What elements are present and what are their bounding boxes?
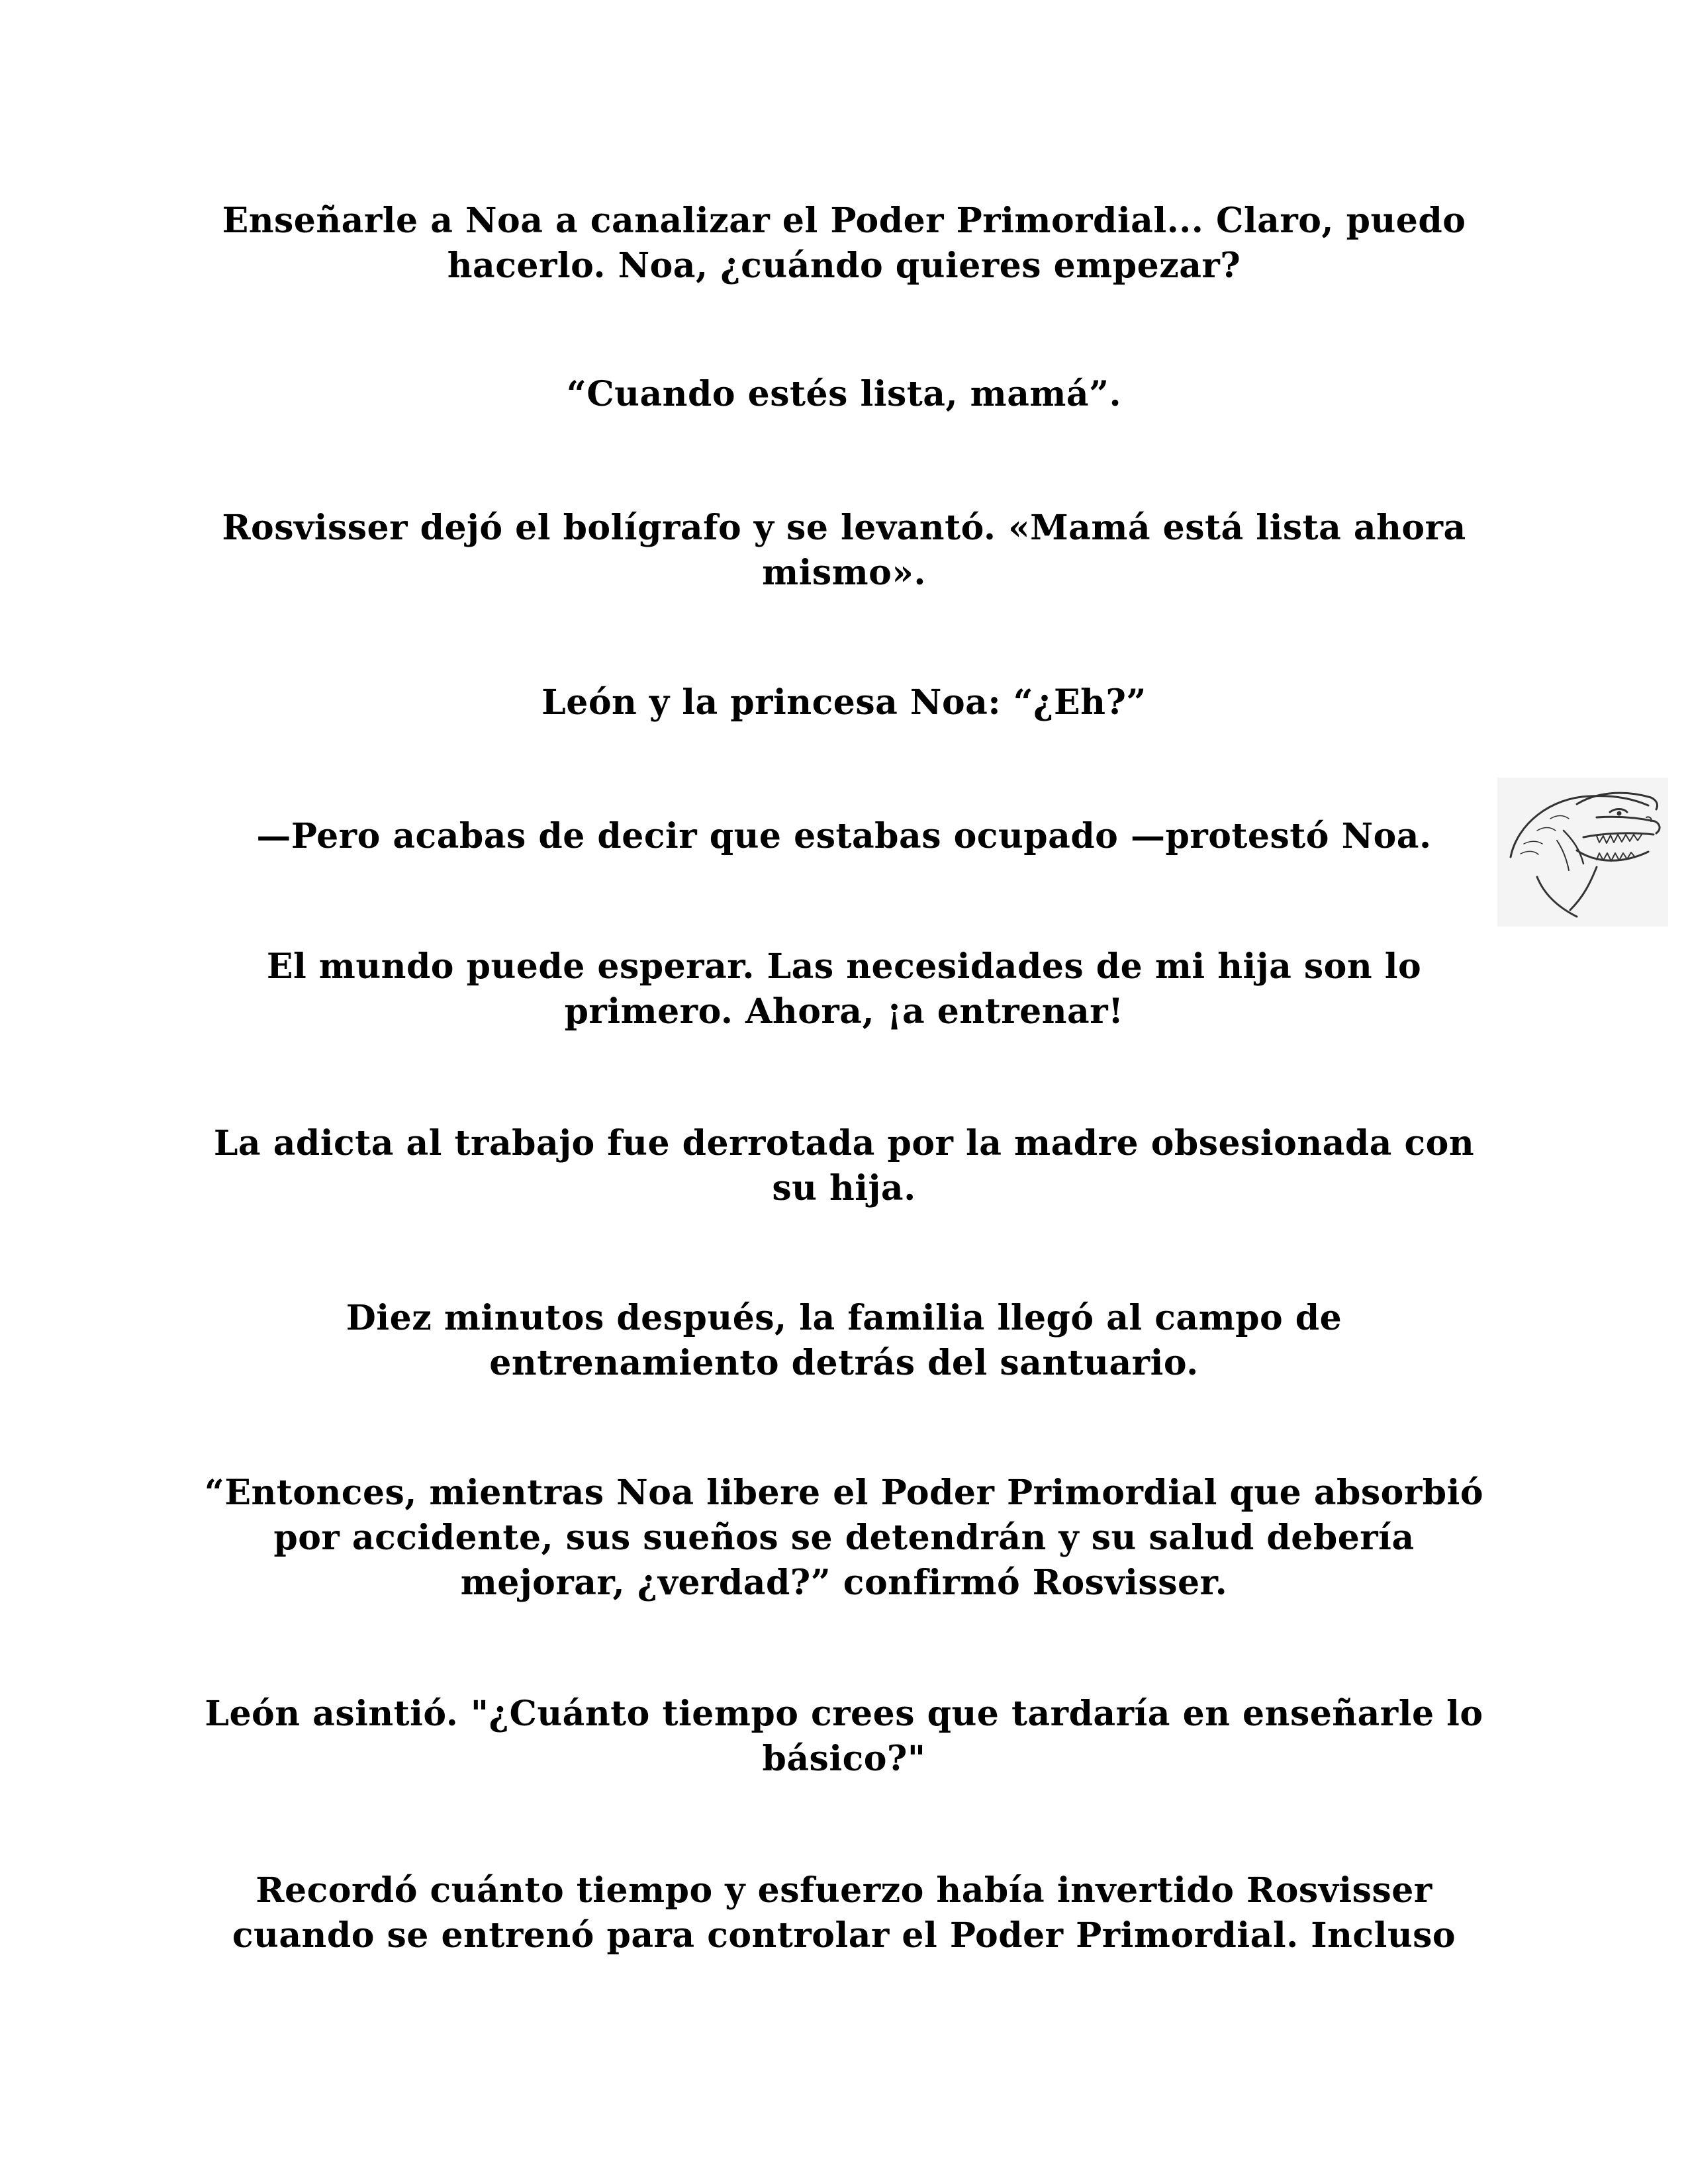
paragraph-9: “Entonces, mientras Noa libere el Poder Primordial que absorbió por accidente, sus sueños se detendrán y su salud debería mejorar, ¿verdad?” confirmó Rosvisser. [204,1473,1484,1603]
paragraph-2: “Cuando estés lista, mamá”. [566,374,1122,414]
paragraph-1: Enseñarle a Noa a canalizar el Poder Primordial... Claro, puedo hacerlo. Noa, ¿cuándo quieres empezar? [222,201,1466,286]
paragraph-5: —Pero acabas de decir que estabas ocupado —protestó Noa. [256,816,1432,856]
paragraph-8: Diez minutos después, la familia llegó al campo de entrenamiento detrás del santuario. [346,1298,1342,1383]
paragraph-7: La adicta al trabajo fue derrotada por la madre obsesionada con su hija. [213,1123,1475,1208]
paragraph-3: Rosvisser dejó el bolígrafo y se levantó. «Mamá está lista ahora mismo». [222,508,1466,593]
paragraph-11: Recordó cuánto tiempo y esfuerzo había invertido Rosvisser cuando se entrenó para controlar el Poder Primordial. Incluso [232,1870,1456,1956]
paragraph-6: El mundo puede esperar. Las necesidades de mi hija son lo primero. Ahora, ¡a entrenar! [266,946,1422,1032]
paragraph-4: León y la princesa Noa: “¿Eh?” [541,682,1147,723]
dragon-head-sketch-icon [1497,778,1668,927]
paragraph-10: León asintió. "¿Cuánto tiempo crees que tardaría en enseñarle lo básico?" [205,1694,1483,1779]
